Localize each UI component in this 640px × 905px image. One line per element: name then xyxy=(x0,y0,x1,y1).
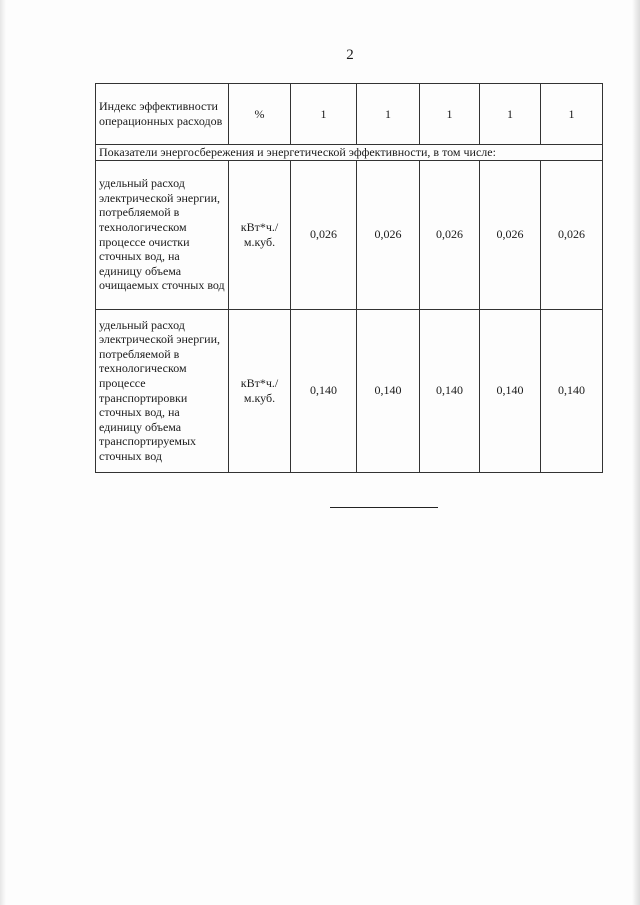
indicator-value: 0,026 xyxy=(291,160,357,309)
table-row xyxy=(96,84,603,145)
closing-rule xyxy=(330,507,438,508)
indicator-value: 0,140 xyxy=(291,309,357,472)
indicator-value: 1 xyxy=(420,84,480,145)
page-number: 2 xyxy=(346,47,354,63)
indicator-name: удельный расход электрической энергии, потребляемой в технологическом процессе транспортировки сточных вод, на единицу объема транспортируемых сточных вод xyxy=(96,309,229,472)
indicators-table xyxy=(95,83,603,473)
indicator-value: 0,026 xyxy=(480,160,541,309)
indicator-value: 0,140 xyxy=(420,309,480,472)
indicator-value: 0,140 xyxy=(541,309,603,472)
indicator-value: 1 xyxy=(357,84,420,145)
indicator-unit: % xyxy=(229,84,291,145)
scan-edge-left xyxy=(0,0,6,905)
table-row xyxy=(96,160,603,309)
indicator-value: 0,026 xyxy=(357,160,420,309)
scan-edge-right xyxy=(632,0,640,905)
indicator-name: удельный расход электрической энергии, потребляемой в технологическом процессе очистки сточных вод, на единицу объема очищаемых сточных вод xyxy=(96,160,229,309)
indicator-name: Индекс эффективности операционных расходов xyxy=(96,84,229,145)
table-row xyxy=(96,309,603,472)
indicator-value: 1 xyxy=(541,84,603,145)
indicator-value: 0,140 xyxy=(480,309,541,472)
indicator-value: 1 xyxy=(480,84,541,145)
indicator-value: 0,026 xyxy=(420,160,480,309)
indicator-unit: кВт*ч./м.куб. xyxy=(229,309,291,472)
table-section-row xyxy=(96,145,603,161)
indicator-value: 0,026 xyxy=(541,160,603,309)
indicator-value: 0,140 xyxy=(357,309,420,472)
indicator-value: 1 xyxy=(291,84,357,145)
section-heading: Показатели энергосбережения и энергетической эффективности, в том числе: xyxy=(96,145,603,161)
indicator-unit: кВт*ч./м.куб. xyxy=(229,160,291,309)
